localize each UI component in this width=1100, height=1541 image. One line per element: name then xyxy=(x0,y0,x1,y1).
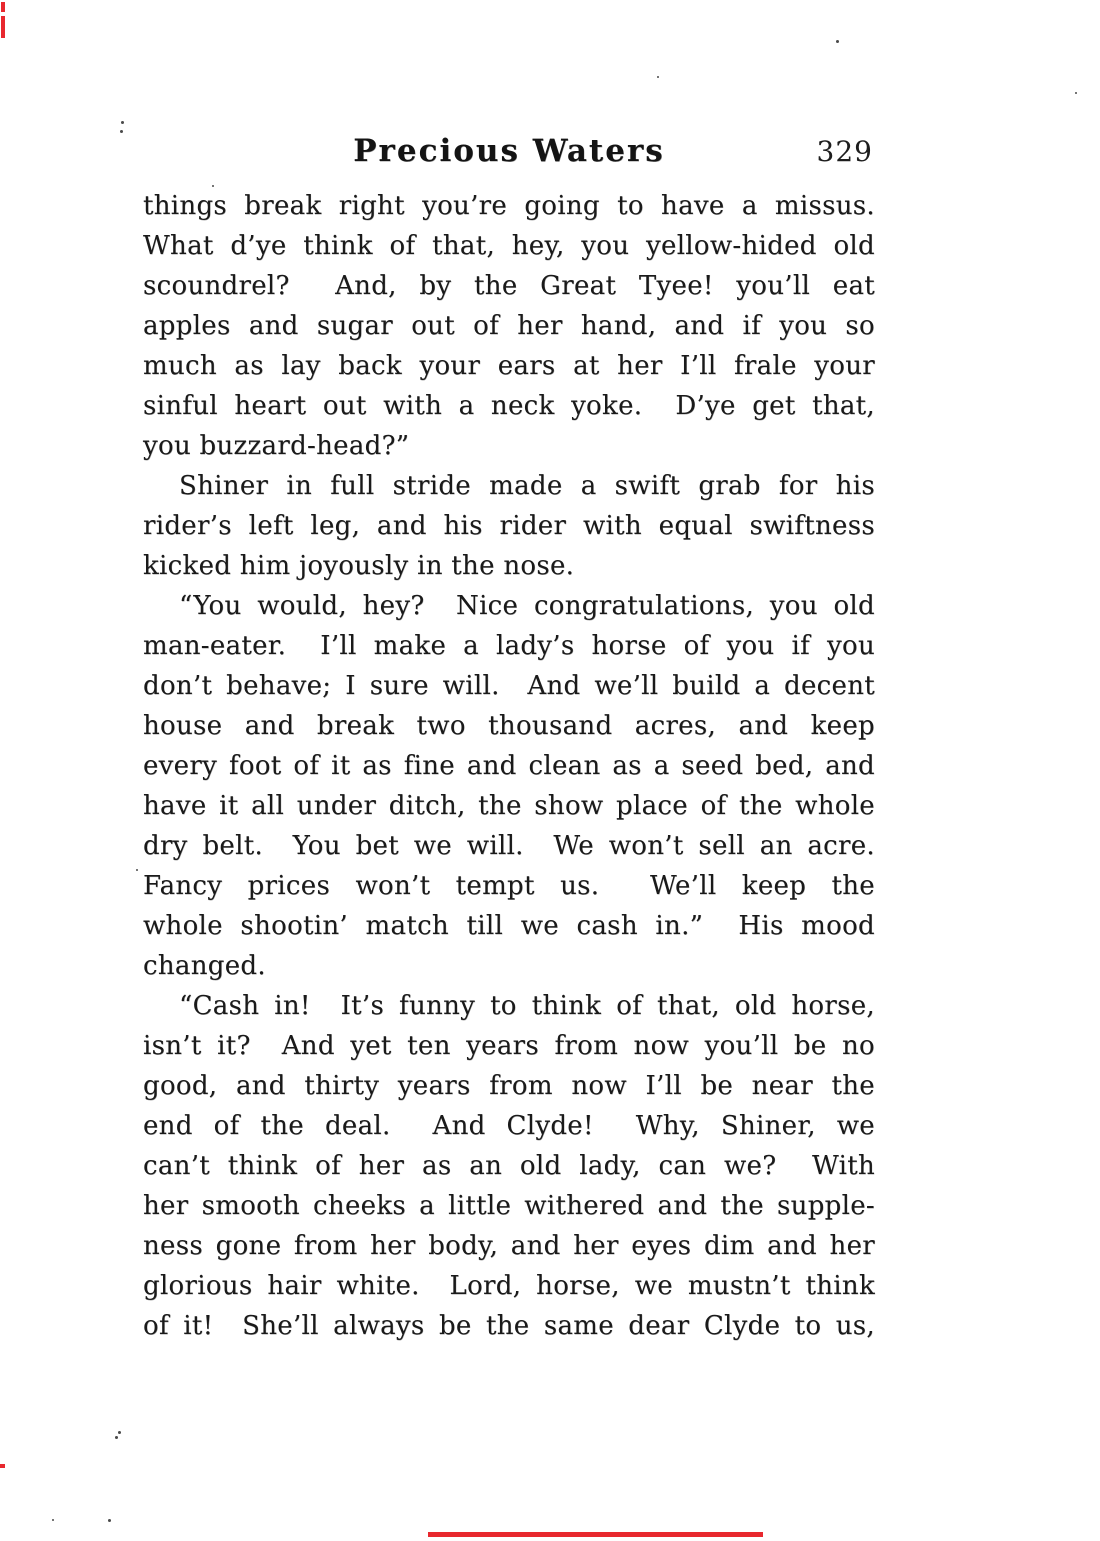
text-line: of it! She’ll always be the same dear Clyde to us, xyxy=(143,1311,875,1341)
text-line: changed. xyxy=(143,951,266,981)
text-line: good, and thirty years from now I’ll be near the xyxy=(143,1071,875,1101)
scan-speck xyxy=(120,130,123,133)
scan-speck xyxy=(212,185,214,187)
red-ink-mark xyxy=(1,2,5,12)
text-line: dry belt. You bet we will. We won’t sell an acre. xyxy=(143,831,875,861)
paragraph xyxy=(143,986,875,1346)
text-line: Fancy prices won’t tempt us. We’ll keep the xyxy=(143,871,875,901)
scan-speck xyxy=(118,1431,121,1434)
text-line: house and break two thousand acres, and keep xyxy=(143,711,875,741)
paragraph xyxy=(143,466,875,586)
text-line: have it all under ditch, the show place of the whole xyxy=(143,791,875,821)
text-line: “You would, hey? Nice congratulations, you old xyxy=(179,591,875,621)
text-line: ness gone from her body, and her eyes dim and her xyxy=(143,1231,875,1261)
text-line: don’t behave; I sure will. And we’ll build a decent xyxy=(143,671,875,701)
paragraph xyxy=(143,586,875,986)
text-line: kicked him joyously in the nose. xyxy=(143,551,575,581)
text-line: you buzzard-head?” xyxy=(143,431,410,461)
scan-speck xyxy=(108,1519,111,1522)
text-line: apples and sugar out of her hand, and if you so xyxy=(143,311,875,341)
scan-speck xyxy=(1075,92,1077,94)
scan-speck xyxy=(657,76,659,78)
red-ink-mark xyxy=(428,1532,763,1537)
text-line: every foot of it as fine and clean as a seed bed, and xyxy=(143,751,875,781)
text-line: end of the deal. And Clyde! Why, Shiner, we xyxy=(143,1111,875,1141)
text-line: isn’t it? And yet ten years from now you’ll be no xyxy=(143,1031,875,1061)
page-text xyxy=(143,186,875,1346)
running-title: Precious Waters xyxy=(353,133,665,169)
scan-speck xyxy=(52,1519,54,1521)
page-number: 329 xyxy=(816,135,873,168)
text-line: can’t think of her as an old lady, can we? With xyxy=(143,1151,875,1181)
scan-speck xyxy=(115,1436,118,1439)
red-ink-mark xyxy=(0,1464,5,1468)
text-line: “Cash in! It’s funny to think of that, old horse, xyxy=(179,991,875,1021)
scan-speck xyxy=(836,40,839,43)
text-line: glorious hair white. Lord, horse, we mustn’t think xyxy=(143,1271,875,1301)
text-line: scoundrel? And, by the Great Tyee! you’ll eat xyxy=(143,271,875,301)
text-line: Shiner in full stride made a swift grab for his xyxy=(179,471,875,501)
page-header xyxy=(143,133,875,173)
text-line: things break right you’re going to have a missus. xyxy=(143,191,875,221)
paragraph xyxy=(143,186,875,466)
text-line: rider’s left leg, and his rider with equal swiftness xyxy=(143,511,875,541)
text-line: What d’ye think of that, hey, you yellow-hided old xyxy=(143,231,875,261)
scan-speck xyxy=(121,121,124,124)
text-line: her smooth cheeks a little withered and the supple- xyxy=(143,1191,875,1221)
text-line: man-eater. I’ll make a lady’s horse of you if you xyxy=(143,631,875,661)
text-line: sinful heart out with a neck yoke. D’ye get that, xyxy=(143,391,875,421)
scan-speck xyxy=(136,869,138,871)
red-ink-mark xyxy=(1,16,5,38)
text-line: much as lay back your ears at her I’ll frale your xyxy=(143,351,875,381)
text-line: whole shootin’ match till we cash in.” His mood xyxy=(143,911,875,941)
